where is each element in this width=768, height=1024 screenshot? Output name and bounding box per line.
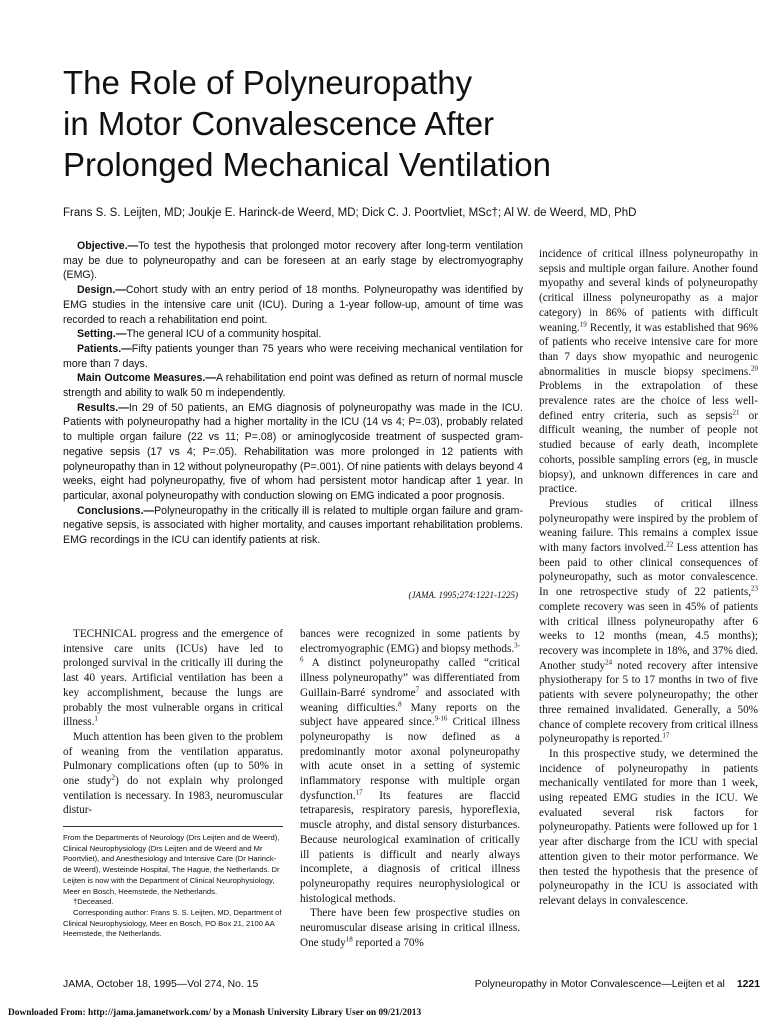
reference-marker: 2 xyxy=(111,773,116,782)
page-number: 1221 xyxy=(736,979,760,990)
text-segment: ) do not explain why prolonged ventilation is necessary. In 1983, neuromuscular distur- xyxy=(63,775,283,817)
abstract xyxy=(63,239,523,548)
footnote-affiliation: From the Departments of Neurology (Drs Leijten and de Weerd), Clinical Neurophysiology (Drs Leijten and de Weerd and Mr Poortvliet), and Anesthesiology and Intensive Care (Dr Harinck-de Weerd), Westeinde Hospital, The Hague, the Netherlands. Dr Leijten is now with the Department of Clinical Neurophysiology, Meer en Bosch, Heemstede, the Netherlands. xyxy=(63,833,280,896)
title-line-3: Prolonged Mechanical Ventilation xyxy=(63,146,551,183)
text-segment: incidence of critical illness polyneuropathy in sepsis and multiple organ failure. Another found myopathy and several kinds of polyneuropathy (critical illness polyneuropathy as a major category) in 86% of patients with difficult weaning. xyxy=(539,248,758,334)
paragraph xyxy=(539,497,758,747)
objective-label: Objective.— xyxy=(77,240,139,252)
article-title xyxy=(63,62,723,185)
journal-footer: JAMA, October 18, 1995—Vol 274, No. 15 xyxy=(63,979,259,990)
footnote-divider xyxy=(63,826,283,827)
outcome-label: Main Outcome Measures.— xyxy=(77,372,216,385)
abstract-conclusions xyxy=(63,504,523,548)
abstract-patients xyxy=(63,342,523,371)
paragraph xyxy=(63,730,283,818)
title-line-1: The Role of Polyneuropathy xyxy=(63,64,473,101)
text-segment: Its features are flaccid tetraparesis, respiratory paresis, hyporeflexia, muscle atrophy, and distal sensory disturbances. Because neurological examination of critically ill patients is difficult and nearly always incomplete, a diagnosis of critical illness polyneuropathy requires neurophysiological or histological methods. xyxy=(300,789,520,905)
reference-marker: 22 xyxy=(666,540,674,549)
patients-label: Patients.— xyxy=(77,342,132,355)
design-label: Design.— xyxy=(77,284,126,297)
design-text: Cohort study with an entry period of 18 months. Polyneuropathy was identified by EMG studies in the intensive care unit (ICU). During a 1-year follow-up, amount of time was recorded to reach a rehabilitation end point. xyxy=(63,284,523,326)
reference-marker: 19 xyxy=(579,319,587,328)
abstract-objective xyxy=(63,239,523,283)
objective-text: To test the hypothesis that prolonged motor recovery after long-term ventilation may be due to polyneuropathy and can be foreseen at an early stage by electromyography (EMG). xyxy=(63,240,523,282)
reference-marker: 24 xyxy=(605,657,613,666)
body-column-2 xyxy=(300,627,520,950)
text-segment: A distinct polyneuropathy called “critical illness polyneuropathy” was differentiated from Guillain-Barré syndrome xyxy=(300,657,520,699)
reference-marker: 7 xyxy=(415,685,420,694)
reference-marker: 3-6 xyxy=(300,640,520,664)
paragraph: In this prospective study, we determined the incidence of polyneuropathy in patients mechanically ventilated for more than 1 week, using repeated EMG studies in the ICU. We evaluated several risk factors for polyneuropathy. Patients were followed up for 1 year after discharge from the ICU with special attention given to their motor performance. We then tested the hypothesis that the presence of polyneuropathy in the ICU is associated with relevant delays in convalescence. xyxy=(539,747,758,907)
conclusions-text: Polyneuropathy in the critically ill is related to multiple organ failure and gram-negative sepsis, is associated with higher mortality, and causes important rehabilitation problems. EMG recordings in the ICU can identify patients at risk. xyxy=(63,504,523,547)
results-text: In 29 of 50 patients, an EMG diagnosis of polyneuropathy was made in the ICU. Patients with polyneuropathy had a higher mortality in the ICU (14 vs 4; P=.03), probably related to multiple organ failure (22 vs 11; P=.08) or aminoglycoside treatment of suspected gram-negative sepsis (17 vs 4; P=.05). Rehabilitation was more prolonged in 12 patients with polyneuropathy than in 12 without polyneuropathy (P=.001). Of nine patients with delays beyond 4 weeks, eight had polyneuropathy, five of whom had persistent motor handicap after 1 year. In particular, axonal polyneuropathy with conduction slowing on EMG indicated a poor prognosis. xyxy=(63,401,523,502)
paragraph xyxy=(539,247,758,497)
abstract-outcome xyxy=(63,371,523,400)
paragraph xyxy=(300,906,520,950)
text-segment: bances were recognized in some patients by electromyographic (EMG) and biopsy methods. xyxy=(300,628,520,655)
reference-marker: 18 xyxy=(345,935,353,944)
text-segment: and associated with weaning difficulties. xyxy=(300,686,520,714)
reference-marker: 21 xyxy=(732,408,740,416)
reference-marker: 23 xyxy=(751,584,758,593)
reference-marker: 9-16 xyxy=(434,714,448,723)
text-segment: TECHNICAL progress and the emergence of intensive care units (ICUs) have led to prolonged survival in the critically ill during the last 40 years. Artificial ventilation has been a key accomplishment, because the lungs are probably the most vulnerable organs in critical illness. xyxy=(63,628,283,729)
text-segment: Much attention has been given to the problem of weaning from the ventilation apparatus. Pulmonary complications often (up to 50% in one study xyxy=(63,730,283,788)
text-segment: Problems in the extrapolation of these prevalence rates are the choice of less well-defined entry criteria, such as sepsis xyxy=(539,380,758,422)
reference-marker: 1 xyxy=(94,714,98,723)
abstract-setting xyxy=(63,327,523,342)
results-label: Results.— xyxy=(77,401,129,414)
text-segment: Many reports on the subject have appeared since. xyxy=(300,701,520,729)
text-segment: Less attention has been paid to other clinical consequences of polyneuropathy, such as motor convalescence. In one retrospective study of 22 patients, xyxy=(539,542,758,599)
footnote-deceased: †Deceased. xyxy=(73,897,114,907)
text-segment: Critical illness polyneuropathy is now defined as a predominantly motor axonal polyneuropathy with acute onset in a setting of systemic inflammatory response with multiple organ dysfunction. xyxy=(300,716,520,802)
outcome-text: A rehabilitation end point was defined as return of normal muscle strength and ability to walk 50 m independently. xyxy=(63,372,523,400)
body-column-3 xyxy=(539,247,758,909)
citation: (JAMA. 1995;274:1221-1225) xyxy=(408,590,518,600)
text-segment: noted recovery after intensive physiotherapy for 5 to 17 months in two of five patients with severe polyneuropathy; the other three remained invalidated. Generally, a 50% chance of complete recovery from critical illness polyneuropathy is reported. xyxy=(539,659,758,746)
text-segment: There have been few prospective studies on neuromuscular disease arising in critical illness. One study xyxy=(300,907,520,949)
setting-text: The general ICU of a community hospital. xyxy=(126,328,322,341)
paragraph xyxy=(300,627,520,906)
paragraph xyxy=(63,627,283,730)
text-segment: or difficult weaning, the number of people not studied because of early death, incomplete cohorts, possible sampling errors (eg, in muscle biopsy), and unknown differences in care and practice. xyxy=(539,409,758,496)
author-list: Frans S. S. Leijten, MD; Joukje E. Harinck-de Weerd, MD; Dick C. J. Poortvliet, MSc†; Al W. de Weerd, MD, PhD xyxy=(63,207,637,219)
footnote-corresponding: Corresponding author: Frans S. S. Leijten, MD, Department of Clinical Neurophysiology, Meer en Bosch, PO Box 21, 2100 AA Heemstede, the Netherlands. xyxy=(63,907,282,939)
patients-text: Fifty patients younger than 75 years who were receiving mechanical ventilation for more than 7 days. xyxy=(63,342,523,370)
reference-marker: 17 xyxy=(662,731,670,740)
reference-marker: 8 xyxy=(398,699,402,708)
abstract-results xyxy=(63,401,523,504)
reference-marker: 20 xyxy=(751,363,758,372)
abstract-design xyxy=(63,283,523,327)
setting-label: Setting.— xyxy=(77,328,127,341)
text-segment: Previous studies of critical illness polyneuropathy were inspired by the problem of weaning failure. This remains a complex issue with many factors involved. xyxy=(539,497,758,555)
text-segment: complete recovery was seen in 45% of patients with critical illness polyneuropathy after 6 weeks to 12 months (mean, 4.5 months); recovery was incomplete in 18%, and 37% died. Another study xyxy=(539,600,758,672)
footnote xyxy=(63,833,283,940)
running-footer xyxy=(470,979,760,990)
text-segment: Recently, it was established that 96% of patients who receive intensive care for more than 7 days show myopathic and neurogenic abnormalities in muscle biopsy specimens. xyxy=(539,321,758,378)
body-column-1 xyxy=(63,627,283,818)
download-notice: Downloaded From: http://jama.jamanetwork.com/ by a Monash University Library User on 09/21/2013 xyxy=(8,1008,422,1018)
conclusions-label: Conclusions.— xyxy=(77,504,155,517)
running-title: Polyneuropathy in Motor Convalescence—Leijten et al xyxy=(474,979,725,990)
reference-marker: 17 xyxy=(355,788,363,796)
text-segment: reported a 70% xyxy=(352,936,424,949)
title-line-2: in Motor Convalescence After xyxy=(63,105,495,142)
